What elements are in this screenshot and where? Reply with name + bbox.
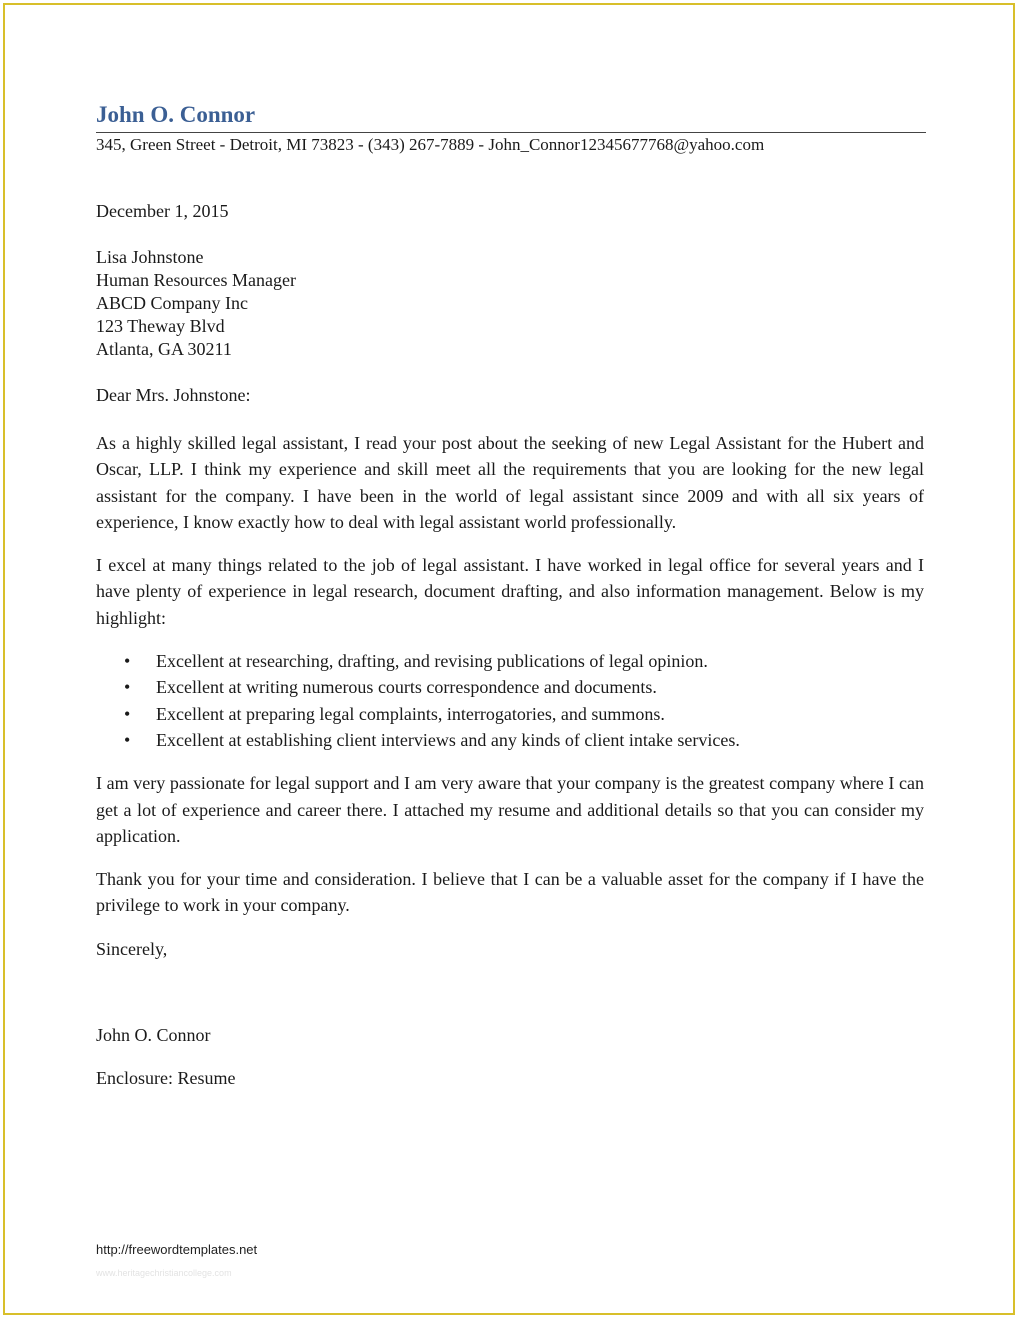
- salutation: Dear Mrs. Johnstone:: [96, 385, 251, 405]
- recipient-address: [96, 246, 296, 361]
- watermark-text: www.heritagechristiancollege.com: [96, 1268, 232, 1278]
- signature-name: John O. Connor: [96, 1024, 211, 1045]
- letter-date: December 1, 2015: [96, 201, 229, 221]
- highlight-text: Excellent at researching, drafting, and revising publications of legal opinion.: [156, 651, 708, 672]
- list-item: [96, 727, 924, 753]
- bullet-icon: •: [124, 651, 131, 672]
- letter-body: [96, 430, 924, 1091]
- paragraph-thanks: Thank you for your time and consideration. I believe that I can be a valuable asset for the company if I have the privilege to work in your company.: [96, 869, 924, 916]
- highlight-text: Excellent at preparing legal complaints, interrogatories, and summons.: [156, 703, 665, 724]
- closing: Sincerely,: [96, 938, 168, 959]
- highlights-list: [96, 648, 924, 753]
- list-item: [96, 674, 924, 700]
- enclosure-note: Enclosure: Resume: [96, 1067, 236, 1088]
- list-item: [96, 648, 924, 674]
- highlight-text: Excellent at establishing client interviews and any kinds of client intake services.: [156, 729, 740, 750]
- bullet-icon: •: [124, 677, 131, 698]
- sender-name: John O. Connor: [96, 102, 256, 127]
- bullet-icon: •: [124, 703, 131, 724]
- recipient-title: Human Resources Manager: [96, 270, 296, 290]
- recipient-name: Lisa Johnstone: [96, 247, 204, 267]
- footer-url-link[interactable]: http://freewordtemplates.net: [96, 1242, 258, 1257]
- sender-contact: 345, Green Street - Detroit, MI 73823 - (343) 267-7889 - John_Connor12345677768@yahoo.com: [96, 135, 765, 154]
- header-divider: [96, 132, 926, 133]
- paragraph-passion: I am very passionate for legal support and I am very aware that your company is the greatest company where I can get a lot of experience and career there. I attached my resume and additional details so that you can consider my application.: [96, 773, 924, 846]
- bullet-icon: •: [124, 729, 131, 750]
- paragraph-experience: I excel at many things related to the job of legal assistant. I have worked in legal office for several years and I have plenty of experience in legal research, document drafting, and also information management. Below is my highlight:: [96, 555, 924, 628]
- recipient-company: ABCD Company Inc: [96, 293, 248, 313]
- recipient-street: 123 Theway Blvd: [96, 316, 225, 336]
- recipient-city: Atlanta, GA 30211: [96, 339, 232, 359]
- highlight-text: Excellent at writing numerous courts correspondence and documents.: [156, 677, 657, 698]
- list-item: [96, 701, 924, 727]
- letter-sheet: [96, 100, 924, 1088]
- paragraph-intro: As a highly skilled legal assistant, I read your post about the seeking of new Legal Assistant for the Hubert and Oscar, LLP. I think my experience and skill meet all the requirements that you are looking for the new legal assistant for the company. I have been in the world of legal assistant since 2009 and with all six years of experience, I know exactly how to deal with legal assistant world professionally.: [96, 433, 924, 532]
